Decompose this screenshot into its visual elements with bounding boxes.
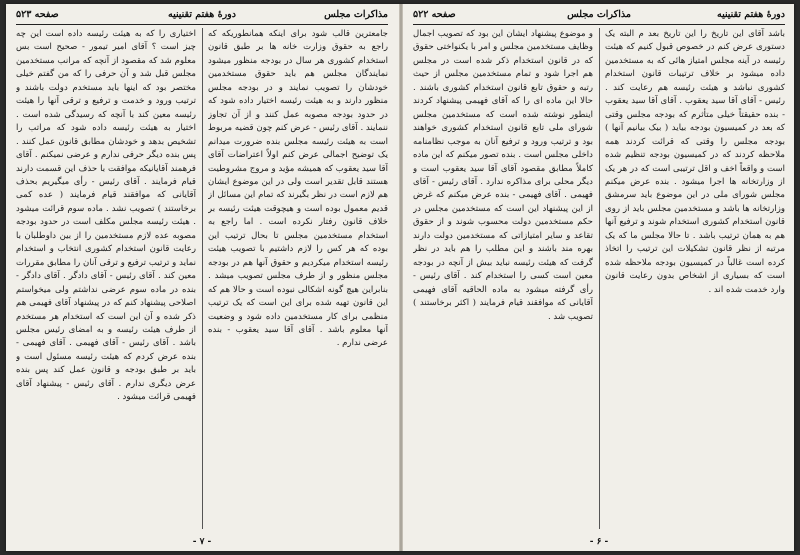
header-page-number: صفحه ۵۲۲ [413, 9, 456, 20]
left-page [6, 4, 398, 551]
text-columns [16, 28, 388, 529]
header-title: مذاکرات مجلس [324, 9, 388, 20]
text-column-left: و موضوع پیشنهاد ایشان این بود که تصویب اجمال وظایف مستخدمین مجلس و امر با یکنواختی حقوق که در قانون استخدام ذکر شده است در مجلس هم اجرا شود و تمام مستخدمین مجلس از حیث رتبه و حقوق تابع قانون استخدام کشوری باشند . حالا این ماده ای را که آقای فهیمی پیشنهاد کردند اینطور نوشته شده است که مستخدمین مجلس شورای ملی تابع قانون استخدام کشوری خواهند بود و ترتیب ورود و ترفیع آنان به موجب نظامنامه داخلی مجلس است . بنده تصور میکنم که این ماده کاملاً مطابق مقصود آقای آقا سید یعقوب است و دیگر محلی برای مذاکره ندارد . آقای رئیس - آقای فهیمی . آقای فهیمی - بنده عرض میکنم که غرض از این پیشنهاد این است که مستخدمین مجلس در حکم مستخدمین دولت محسوب شوند و از حقوق تقاعد و سایر امتیازاتی که مستخدمین دولت دارند بهره مند باشند و این مطلب را هم باید در نظر گرفت که هیئت رئیسه نباید بیش از آنچه در بودجه معین است کسی را استخدام کند . آقای رئیس - رأی گرفته میشود به ماده الحاقیه آقای فهیمی آقایانی که موافقند قیام فرمایند ( اکثر برخاستند ) تصویب شد . [413, 29, 593, 322]
text-column-right: باشد آقای این تاریخ را این تاریخ بعد م البته یک دستوری عرض کنم در خصوص قبول کنیم که هیئت رئیسه در آینه مجلس امتیاز هائی که به مستخدمین داده میشود بر خلاف ترتیبات قانون استخدام کشوری نباشد و هیئت رئیسه هم رعایت کند . رئیس - آقای آقا سید یعقوب . آقای آقا سید یعقوب - بنده حقیقتاً خیلی متأثرم که بودجه مجلس وقتی که بعد در کمیسیون بودجه بیاید ( بیک بیانیم آنها ) بودجه مجلس را وقتی که قرائت کردند همه ملاحظه کردند که در کمیسیون بودجه تنظیم شده است و واقعاً اخف و اقل ترتیبی است که در هر یک از وزارتخانه ها اجرا میشود . بنده عرض میکنم مجلس شورای ملی در این موضوع باید سرمشق وزارتخانه ها باشد و مستخدمین مجلس باید از روی قانون استخدام کشوری استخدام شوند و ترفیع آنها هم به همان ترتیب باشد . تا حالا مجلس ما که یک مرتبه از نظر قانون تشکیلات این ترتیب را اتخاذ کرده است غالباً در کمیسیون بودجه ملاحظه شده است که بسیاری از اشخاص بدون رعایت قانون وارد خدمت شده اند . [605, 29, 785, 295]
column-divider [599, 28, 600, 529]
header-session: دورهٔ هفتم تقنینیه [716, 9, 785, 20]
text-column-left: اختیاری را که به هیئت رئیسه داده است این چه چیز است ؟ آقای امیر تیمور - صحیح است بس معلوم شد که مقصود از آنچه که مرانب مستخدمین مجلس قبل شد و آن حرفی را که من گفتم خیلی مختصر بود که اینها باید مستخدم دولت باشند و ترتیب ورود و خدمت و ترفیع و ترقی آنها را هیئت رئیسه معین کند با آنچه که رسیدگی شده است . اختیار به هیئت رئیسه داده شود که مراتب را تشخیص بدهد و خودشان مطابق قانون عمل کنند . پس بنده دیگر حرفی ندارم و عرضی نمیکنم . آقای فرهمند آقایانیکه موافقت با حذف این قسمت دارند قیام فرمایند . آقای رئیس - رأی میگیریم بحذف آقایانی که موافقند قیام فرمایند ( عده کمی برخاستند ) تصویب نشد . ماده سوم قرائت میشود . هیئت رئیسه مجلس مکلف است در حدود بودجه مصوبه عده لازم مستخدمین را از بین داوطلبان با رعایت قانون استخدام کشوری انتخاب و استخدام نماید و ترتیب ترفیع و ترقی آنان را مطابق مقررات معین کند . آقای رئیس - آقای دادگر . آقای دادگر - بنده در ماده سوم عرضی نداشتم ولی میخواستم اصلاحی پیشنهاد کنم که در پیشنهاد آقای فهیمی هم ذکر شده و آن این است که استخدام هر مستخدم از طرف هیئت رئیسه و به امضای رئیس مجلس باشد . آقای رئیس - آقای فهیمی . آقای فهیمی - بنده عرض کردم که هیئت رئیسه مسئول است و باید بر طبق بودجه و قانون عمل کند پس بنده عرض دیگری ندارم . آقای رئیس - پیشنهاد آقای فهیمی قرائت میشود . [16, 29, 196, 403]
page-footer-number: - ۷ - [192, 537, 212, 547]
page-header [16, 8, 388, 25]
header-page-number: صفحه ۵۲۳ [16, 9, 59, 20]
page-footer-number: - ۶ - [589, 537, 609, 547]
book-spread [6, 4, 794, 551]
column-divider [202, 28, 203, 529]
text-column-right: جامعترین قالب شود برای اینکه همانطوریکه که راجع به حقوق وزارت خانه ها بر طبق قانون استخدام کشوری هر سال در بودجه منظور میشود نمایندگان مجلس هم باید حقوق مستخدمین خودشان را تصویب نمایند و در بودجه مجلس منظور دارند و به هیئت رئیسه اختیار داده شود که در حدود بودجه مصوبه عمل کنند و از آن تجاوز ننمایند . آقای رئیس - عرض کنم چون قضیه مربوط است به هیئت رئیسه مجلس بنده ضرورت میدانم یک توضیح اجمالی عرض کنم اولاً اعتراضات آقای آقا سید یعقوب که همیشه مؤید و مروج مشروطیت هستند قابل تقدیر است ولی در این موضوع ایشان هم لازم است در نظر بگیرند که تمام این مسائل از قدیم معمول بوده است و هیچوقت هیئت رئیسه بر خلاف قانون رفتار نکرده است . اما راجع به استخدام مستخدمین مجلس تا بحال ترتیب این بوده که هر کس را لازم داشتیم با تصویب هیئت رئیسه استخدام میکردیم و حقوق آنها هم در بودجه مجلس منظور و از طرف مجلس تصویب میشد . بنابراین هیچ گونه اشکالی نبوده است و حالا هم که این قانون تهیه شده برای این است که یک ترتیب منظمی برای کار مستخدمین داده شود و وضعیت آنها معلوم باشد . آقای آقا سید یعقوب - بنده عرضی ندارم . [208, 29, 388, 349]
header-title: مذاکرات مجلس [567, 9, 631, 20]
right-page [403, 4, 795, 551]
header-session: دورهٔ هفتم تقنینیه [167, 9, 236, 20]
text-columns [413, 28, 785, 529]
page-header [413, 8, 785, 25]
